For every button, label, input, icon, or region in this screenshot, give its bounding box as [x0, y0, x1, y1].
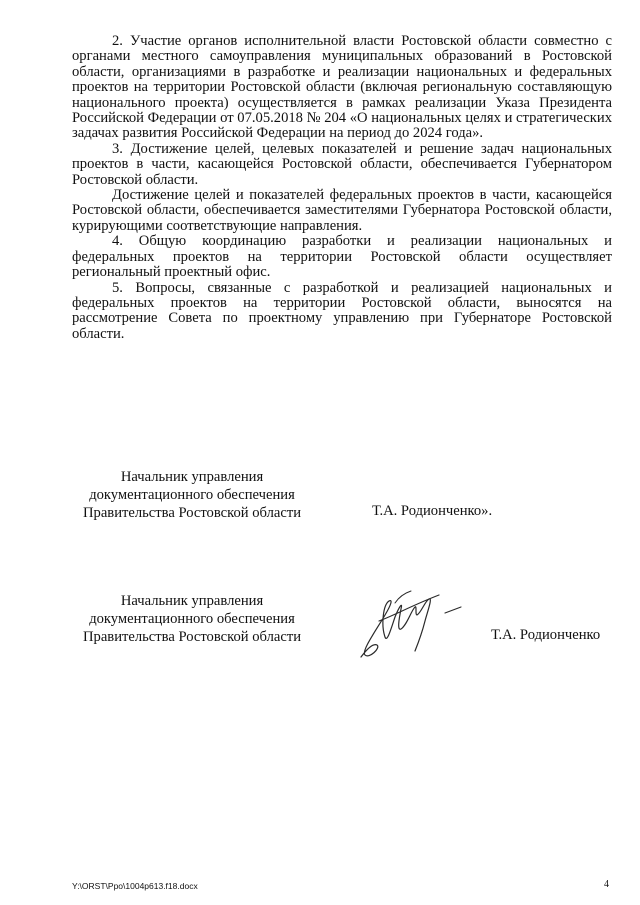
signature-1-line3: Правительства Ростовской области: [82, 505, 302, 521]
signature-2-line1: Начальник управления: [120, 593, 264, 609]
signature-1-name: Т.А. Родионченко».: [372, 503, 493, 519]
signature-block-2-title: [72, 592, 312, 646]
paragraph-3: 3. Достижение целей, целевых показателей и решение задач национальных проектов в части, касающейся Ростовской области, обеспечивается Губернатором Ростовской области.: [72, 140, 612, 188]
signature-1-line2: документационного обеспечения: [89, 487, 295, 503]
signature-2-line2: документационного обеспечения: [89, 611, 295, 627]
handwritten-signature-icon: [355, 585, 465, 665]
signature-1-line1: Начальник управления: [120, 469, 264, 485]
signature-2-name: Т.А. Родионченко: [491, 627, 601, 643]
paragraph-5: 5. Вопросы, связанные с разработкой и реализацией национальных и федеральных проектов на территории Ростовской области, выносятся на рассмотрение Совета по проектному управлению при Губернаторе Ростовской области.: [72, 279, 612, 342]
paragraph-3-continued: Достижение целей и показателей федеральных проектов в части, касающейся Ростовской области, обеспечивается заместителями Губернатора Ростовской области, курирующими соответствующие направления.: [72, 187, 612, 234]
signature-2-line3: Правительства Ростовской области: [82, 629, 302, 645]
document-body: [72, 34, 612, 342]
page-number: 4: [604, 879, 609, 890]
paragraph-2: 2. Участие органов исполнительной власти Ростовской области совместно с органами местного самоуправления муниципальных образований в Ростовской области, организациями в разработке и реализации национальных и федеральных проектов на территории Ростовской области (включая региональную составляющую национального проекта) осуществляется в рамках реализации Указа Президента Российской Федерации от 07.05.2018 № 204 «О национальных целях и стратегических задачах развития Российской Федерации на период до 2024 года».: [72, 33, 612, 142]
footer-file-path: Y:\ORST\Ppo\1004p613.f18.docx: [72, 881, 198, 891]
signature-block-1-title: [72, 468, 312, 522]
paragraph-4: 4. Общую координацию разработки и реализации национальных и федеральных проектов на территории Ростовской области осуществляет региональный проектный офис.: [72, 233, 612, 281]
